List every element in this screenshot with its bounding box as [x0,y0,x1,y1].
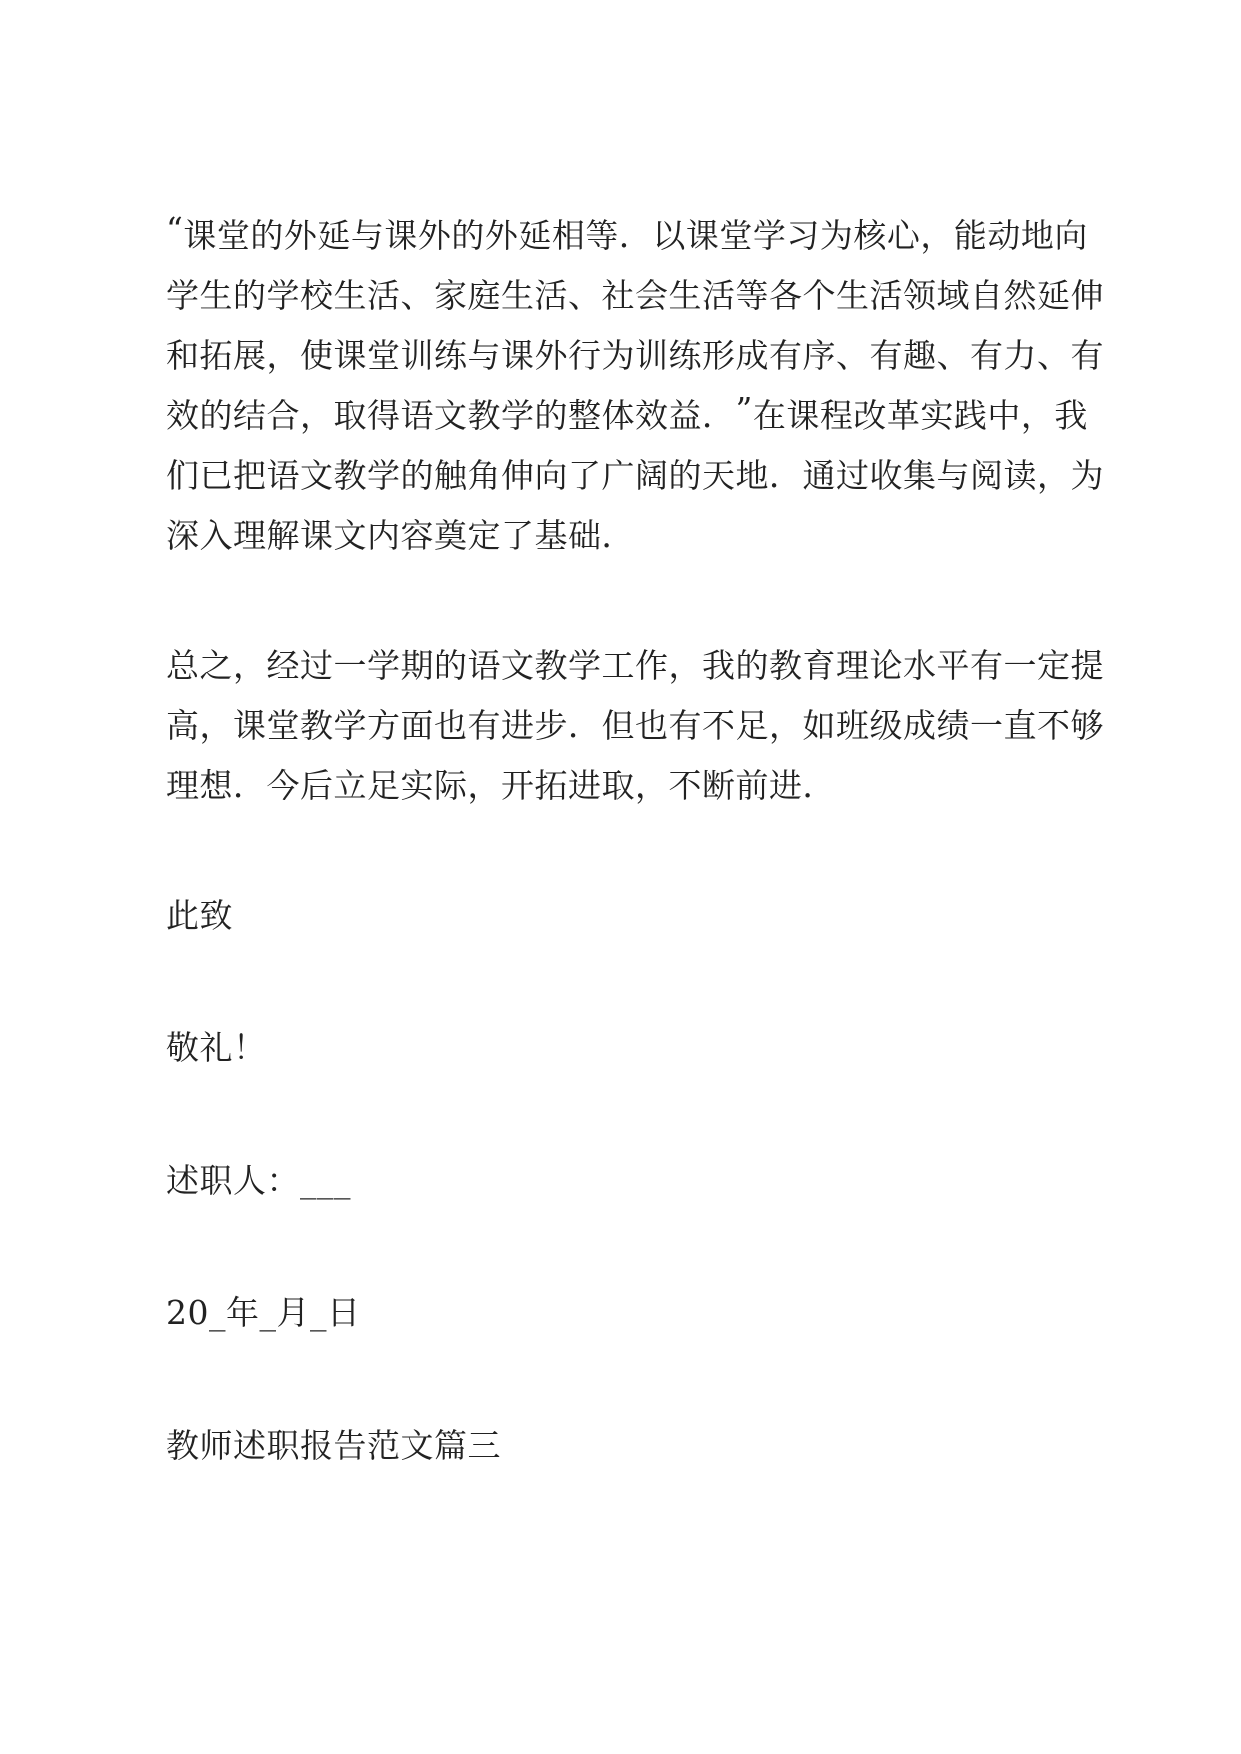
paragraph-1-line-2: 学 生 的 学 校 生 活 、 家 庭 生 活 、 社 会 生 活 等 各 个 生 活 领 域 自 然 延 伸 [166,276,1104,315]
paragraph-1-line-3: 和 拓 展 ， 使 课 堂 训 练 与 课 外 行 为 训 练 形 成 有 序 、 有 趣 、 有 力 、 有 [166,336,1104,375]
paragraph-1-line-5: 们 已 把 语 文 教 学 的 触 角 伸 向 了 广 阔 的 天 地 ． 通 过 收 集 与 阅 读 ， 为 [166,456,1104,495]
paragraph-1-line-1: “ 课 堂 的 外 延 与 课 外 的 外 延 相 等 ． 以 课 堂 学 习 为 核 心 ， 能 动 地 向 [166,210,1088,255]
paragraph-1-last-line: 深入理解课文内容奠定了基础． [166,516,635,555]
reporter-signature-line: 述职人：___ [166,1161,351,1200]
regards: 敬礼！ [166,1028,267,1067]
paragraph-1-line-4: 效 的 结 合 ， 取 得 语 文 教 学 的 整 体 效 益 ． ” 在 课 程 改 革 实 践 中 ， 我 [166,390,1088,435]
next-section-title: 教师述职报告范文篇三 [166,1426,501,1465]
paragraph-2-last-line: 理想．今后立足实际，开拓进取，不断前进． [166,766,836,805]
salutation: 此致 [166,896,233,935]
date-line: 20_年_月_日 [166,1293,361,1332]
paragraph-2-line-2: 高 ， 课 堂 教 学 方 面 也 有 进 步 ． 但 也 有 不 足 ， 如 班 级 成 绩 一 直 不 够 [166,706,1104,745]
paragraph-2-line-1: 总 之 ， 经 过 一 学 期 的 语 文 教 学 工 作 ， 我 的 教 育 理 论 水 平 有 一 定 提 [166,646,1104,685]
